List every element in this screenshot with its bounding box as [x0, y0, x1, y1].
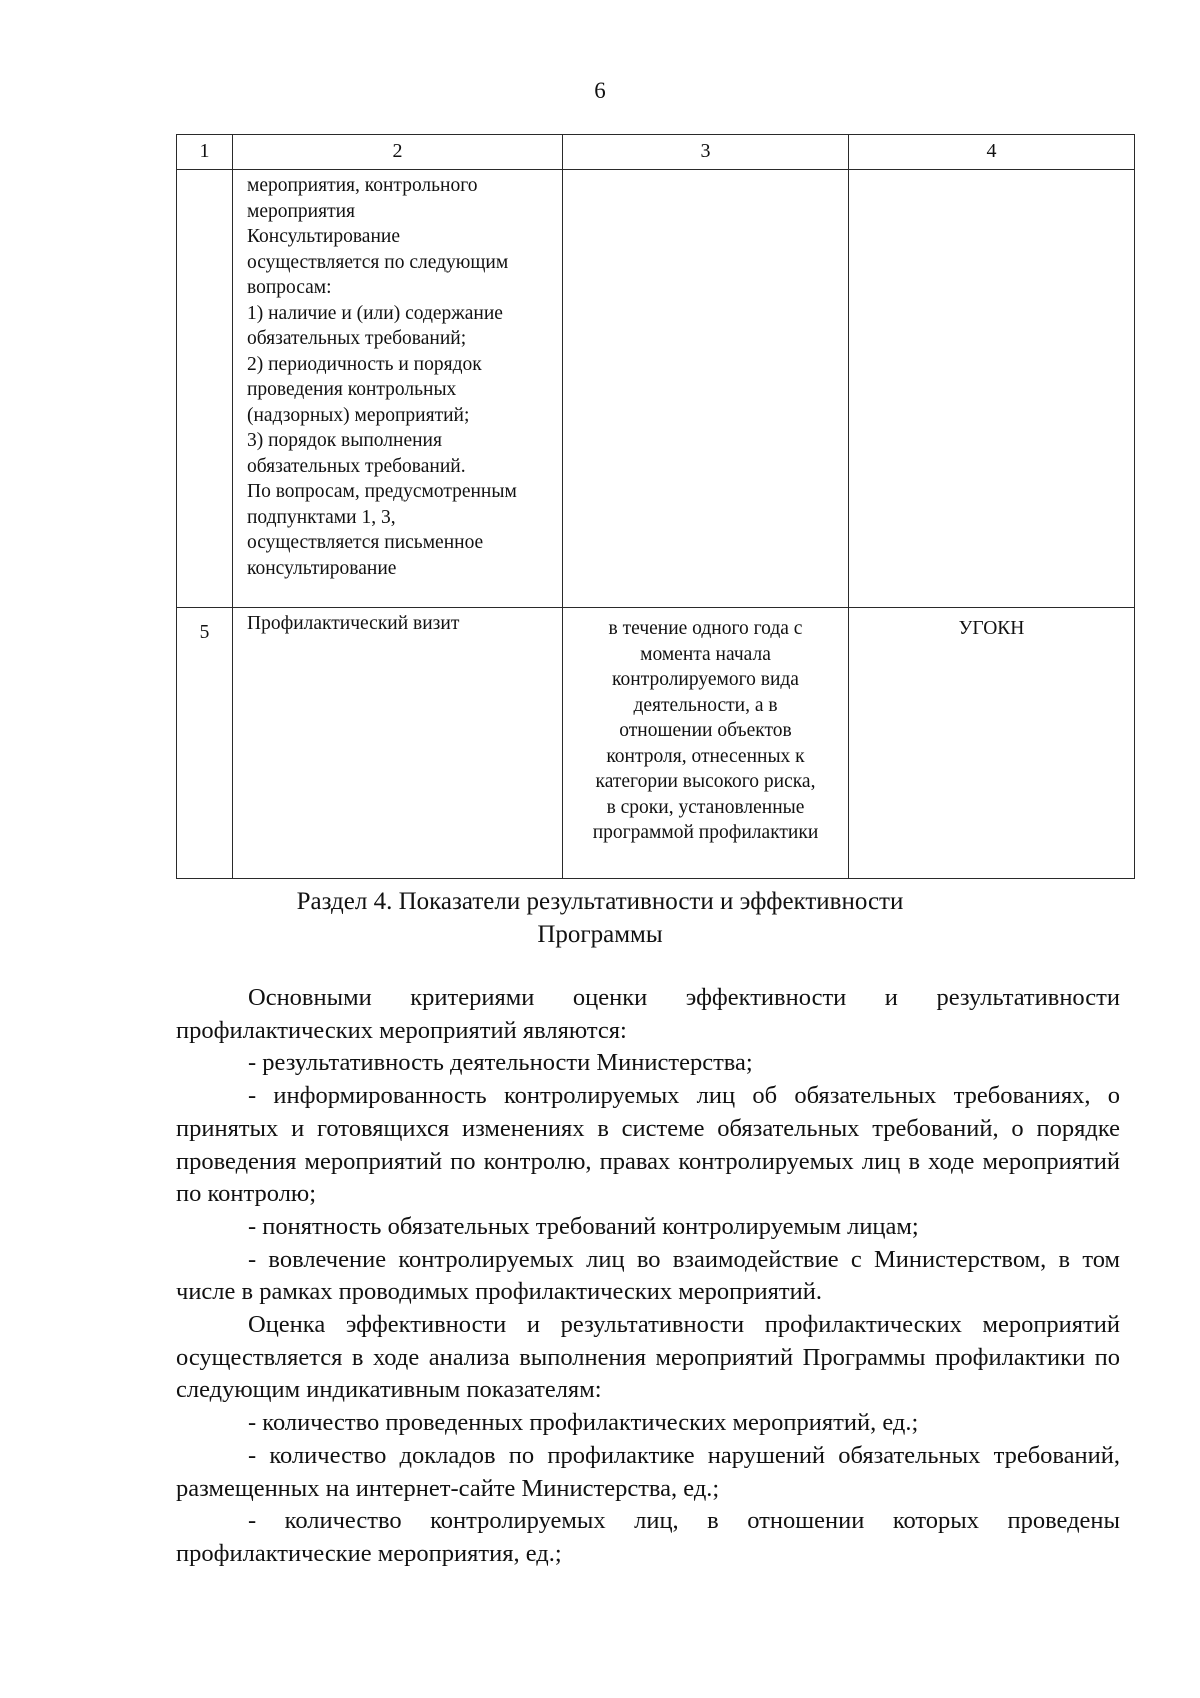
- term-text-line: контроля, отнесенных к: [606, 745, 805, 767]
- consultation-text-line: обязательных требований.: [247, 455, 466, 477]
- paragraph: - результативность деятельности Министерства;: [248, 1049, 753, 1077]
- table-row-continuation: [177, 170, 1135, 608]
- consultation-text-line: Консультирование: [247, 226, 400, 247]
- header-col-4: 4: [849, 135, 1135, 170]
- measures-table: [176, 134, 1135, 879]
- row-number-cell: [177, 170, 233, 608]
- paragraph: - количество докладов по профилактике нарушений обязательных требований, размещенных на интернет-сайте Министерства, ед.;: [176, 1441, 1120, 1502]
- term-text-line: в сроки, установленные: [606, 796, 805, 818]
- consultation-text-line: проведения контрольных: [247, 379, 457, 400]
- consultation-text-line: мероприятия, контрольного: [247, 175, 478, 196]
- measure-name-cell: Профилактический визит: [233, 608, 563, 879]
- responsible-cell: [849, 170, 1135, 608]
- paragraph: - понятность обязательных требований контролируемым лицам;: [248, 1212, 919, 1240]
- row-number-cell: 5: [177, 608, 233, 879]
- table-row-5: [177, 608, 1135, 879]
- consultation-text-line: 2) периодичность и порядок: [247, 353, 482, 375]
- paragraph: Основными критериями оценки эффективности и результативности профилактических мероприятий являются:: [176, 984, 1120, 1044]
- table-header-row: [177, 135, 1135, 170]
- consultation-text-line: вопросам:: [247, 277, 332, 298]
- body-text: [176, 982, 1120, 1571]
- section-title-line-2: Программы: [537, 921, 663, 948]
- responsible-cell: УГОКН: [849, 608, 1135, 879]
- paragraph: - количество проведенных профилактических мероприятий, ед.;: [248, 1409, 919, 1437]
- consultation-text-line: обязательных требований;: [247, 328, 467, 349]
- term-text-line: отношении объектов: [619, 720, 792, 741]
- header-col-3: 3: [563, 135, 849, 170]
- consultation-text-line: 1) наличие и (или) содержание: [247, 302, 503, 324]
- header-col-2: 2: [233, 135, 563, 170]
- consultation-text-line: осуществляется по следующим: [247, 251, 509, 273]
- paragraph: - вовлечение контролируемых лиц во взаимодействие с Министерством, в том числе в рамках проводимых профилактических мероприятий.: [176, 1245, 1120, 1306]
- consultation-text-line: 3) порядок выполнения: [247, 430, 442, 451]
- page-number: 6: [594, 78, 606, 103]
- consultation-text-line: осуществляется письменное: [247, 532, 484, 553]
- paragraph: - количество контролируемых лиц, в отношении которых проведены профилактические мероприятия, ед.;: [176, 1507, 1120, 1567]
- consultation-description-cell: [233, 170, 563, 608]
- header-col-1: 1: [177, 135, 233, 170]
- term-cell: [563, 608, 849, 879]
- consultation-text-line: По вопросам, предусмотренным: [247, 481, 517, 502]
- term-text-line: деятельности, а в: [633, 694, 778, 716]
- term-text-line: момента начала: [640, 643, 771, 665]
- paragraph: - информированность контролируемых лиц об обязательных требованиях, о принятых и готовящихся изменениях в системе обязательных требований, о порядке проведения мероприятий по контролю, правах контролируемых лиц в ходе мероприятий по контролю;: [176, 1082, 1120, 1208]
- term-cell: [563, 170, 849, 608]
- consultation-text-line: консультирование: [247, 557, 397, 579]
- term-text-line: контролируемого вида: [612, 669, 799, 690]
- term-text-line: программой профилактики: [592, 822, 819, 843]
- consultation-text-line: мероприятия: [247, 200, 356, 222]
- consultation-text-line: (надзорных) мероприятий;: [247, 404, 470, 426]
- section-heading: [0, 885, 1200, 951]
- term-text-line: категории высокого риска,: [595, 771, 816, 792]
- paragraph: Оценка эффективности и результативности профилактических мероприятий осуществляется в ходе анализа выполнения мероприятий Программы профилактики по следующим индикативным показателям:: [176, 1311, 1120, 1404]
- section-title-line-1: Раздел 4. Показатели результативности и эффективности: [296, 888, 904, 915]
- consultation-text-line: подпунктами 1, 3,: [247, 506, 396, 528]
- term-text-line: в течение одного года с: [608, 618, 803, 639]
